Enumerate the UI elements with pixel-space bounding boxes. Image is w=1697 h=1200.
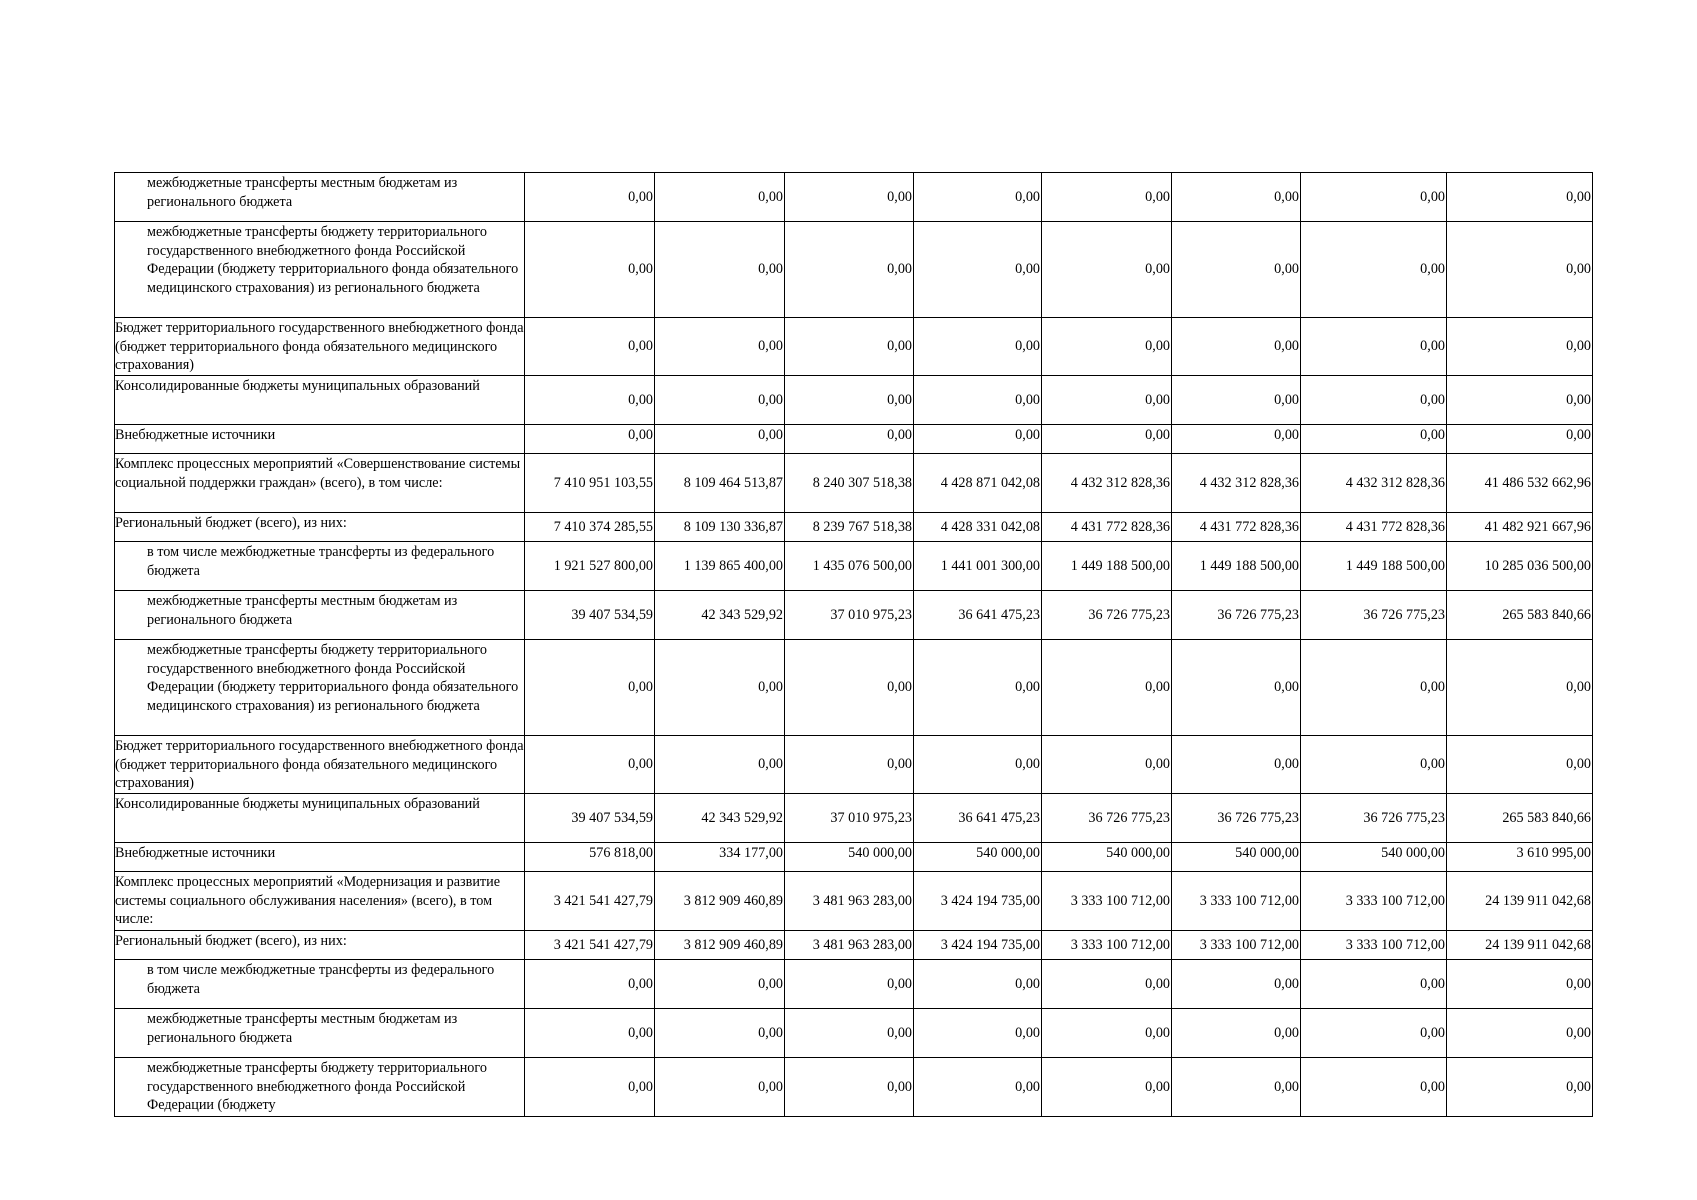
row-label: Внебюджетные источники [115,425,525,454]
year-value-cell: 0,00 [914,222,1042,318]
row-label: межбюджетные трансферты бюджету территориального государственного внебюджетного фонда Российской Федерации (бюджету территориального фонда обязательного медицинского страхования) из регионального бюджета [115,222,525,318]
year-value-cell: 4 431 772 828,36 [1042,513,1172,542]
year-value-cell: 0,00 [1042,960,1172,1009]
total-value-cell: 0,00 [1447,425,1593,454]
year-value-cell: 0,00 [655,1009,785,1058]
year-value-cell: 0,00 [655,736,785,794]
year-value-cell: 8 109 464 513,87 [655,454,785,513]
table-row [115,794,1593,843]
year-value-cell: 0,00 [655,425,785,454]
year-value-cell: 0,00 [525,640,655,736]
year-value-cell: 4 428 331 042,08 [914,513,1042,542]
row-label: Консолидированные бюджеты муниципальных образований [115,376,525,425]
year-value-cell: 0,00 [914,1009,1042,1058]
year-value-cell: 0,00 [914,173,1042,222]
total-value-cell: 10 285 036 500,00 [1447,542,1593,591]
year-value-cell: 0,00 [1301,376,1447,425]
total-value-cell: 0,00 [1447,640,1593,736]
year-value-cell: 3 421 541 427,79 [525,931,655,960]
year-value-cell: 0,00 [785,425,914,454]
year-value-cell: 0,00 [525,736,655,794]
row-label: Внебюджетные источники [115,843,525,872]
year-value-cell: 8 239 767 518,38 [785,513,914,542]
total-value-cell: 3 610 995,00 [1447,843,1593,872]
year-value-cell: 0,00 [914,425,1042,454]
year-value-cell: 0,00 [525,1009,655,1058]
total-value-cell: 265 583 840,66 [1447,591,1593,640]
year-value-cell: 36 726 775,23 [1172,794,1301,843]
year-value-cell: 3 481 963 283,00 [785,872,914,931]
year-value-cell: 3 481 963 283,00 [785,931,914,960]
year-value-cell: 0,00 [785,222,914,318]
row-label: Региональный бюджет (всего), из них: [115,513,525,542]
year-value-cell: 0,00 [1301,173,1447,222]
row-label: в том числе межбюджетные трансферты из федерального бюджета [115,542,525,591]
year-value-cell: 0,00 [1301,640,1447,736]
year-value-cell: 0,00 [525,173,655,222]
year-value-cell: 0,00 [1042,376,1172,425]
total-value-cell: 0,00 [1447,1058,1593,1117]
year-value-cell: 0,00 [525,376,655,425]
row-label: межбюджетные трансферты местным бюджетам из регионального бюджета [115,1009,525,1058]
table-row [115,931,1593,960]
year-value-cell: 0,00 [525,960,655,1009]
row-label: Комплекс процессных мероприятий «Модернизация и развитие системы социального обслуживания населения» (всего), в том числе: [115,872,525,931]
year-value-cell: 0,00 [1301,736,1447,794]
year-value-cell: 0,00 [1172,173,1301,222]
year-value-cell: 0,00 [1042,1058,1172,1117]
year-value-cell: 1 449 188 500,00 [1042,542,1172,591]
year-value-cell: 36 641 475,23 [914,591,1042,640]
year-value-cell: 0,00 [1301,425,1447,454]
year-value-cell: 0,00 [525,222,655,318]
total-value-cell: 0,00 [1447,173,1593,222]
table-row [115,640,1593,736]
year-value-cell: 42 343 529,92 [655,591,785,640]
table-row [115,222,1593,318]
year-value-cell: 4 432 312 828,36 [1301,454,1447,513]
year-value-cell: 0,00 [785,173,914,222]
table-row [115,591,1593,640]
year-value-cell: 3 333 100 712,00 [1042,872,1172,931]
year-value-cell: 0,00 [525,318,655,376]
year-value-cell: 8 240 307 518,38 [785,454,914,513]
table-row [115,736,1593,794]
year-value-cell: 0,00 [1172,318,1301,376]
year-value-cell: 0,00 [1172,960,1301,1009]
row-label: межбюджетные трансферты местным бюджетам из регионального бюджета [115,173,525,222]
year-value-cell: 0,00 [1042,1009,1172,1058]
year-value-cell: 1 449 188 500,00 [1172,542,1301,591]
year-value-cell: 0,00 [914,376,1042,425]
year-value-cell: 0,00 [655,222,785,318]
year-value-cell: 8 109 130 336,87 [655,513,785,542]
row-label: Региональный бюджет (всего), из них: [115,931,525,960]
year-value-cell: 334 177,00 [655,843,785,872]
year-value-cell: 3 333 100 712,00 [1172,872,1301,931]
year-value-cell: 0,00 [525,1058,655,1117]
total-value-cell: 0,00 [1447,318,1593,376]
year-value-cell: 1 139 865 400,00 [655,542,785,591]
row-label: в том числе межбюджетные трансферты из федерального бюджета [115,960,525,1009]
year-value-cell: 0,00 [1042,425,1172,454]
year-value-cell: 3 424 194 735,00 [914,872,1042,931]
budget-table-body [115,173,1593,1117]
year-value-cell: 3 424 194 735,00 [914,931,1042,960]
year-value-cell: 36 726 775,23 [1042,794,1172,843]
year-value-cell: 540 000,00 [914,843,1042,872]
year-value-cell: 0,00 [785,318,914,376]
year-value-cell: 1 435 076 500,00 [785,542,914,591]
year-value-cell: 0,00 [914,960,1042,1009]
table-row [115,542,1593,591]
year-value-cell: 0,00 [1172,222,1301,318]
table-row [115,960,1593,1009]
year-value-cell: 0,00 [1042,173,1172,222]
year-value-cell: 0,00 [785,736,914,794]
budget-table [114,172,1593,1117]
total-value-cell: 0,00 [1447,1009,1593,1058]
year-value-cell: 0,00 [1172,736,1301,794]
table-row [115,376,1593,425]
year-value-cell: 0,00 [1301,1009,1447,1058]
year-value-cell: 0,00 [914,1058,1042,1117]
row-label: Комплекс процессных мероприятий «Совершенствование системы социальной поддержки граждан» (всего), в том числе: [115,454,525,513]
year-value-cell: 36 726 775,23 [1172,591,1301,640]
year-value-cell: 0,00 [785,376,914,425]
year-value-cell: 576 818,00 [525,843,655,872]
year-value-cell: 0,00 [655,960,785,1009]
year-value-cell: 4 428 871 042,08 [914,454,1042,513]
year-value-cell: 0,00 [1172,376,1301,425]
year-value-cell: 36 726 775,23 [1301,591,1447,640]
year-value-cell: 3 333 100 712,00 [1301,872,1447,931]
total-value-cell: 0,00 [1447,960,1593,1009]
year-value-cell: 540 000,00 [1042,843,1172,872]
row-label: межбюджетные трансферты местным бюджетам из регионального бюджета [115,591,525,640]
table-row [115,454,1593,513]
row-label: Консолидированные бюджеты муниципальных образований [115,794,525,843]
year-value-cell: 36 726 775,23 [1042,591,1172,640]
total-value-cell: 0,00 [1447,376,1593,425]
year-value-cell: 0,00 [1172,1009,1301,1058]
table-row [115,872,1593,931]
total-value-cell: 24 139 911 042,68 [1447,872,1593,931]
year-value-cell: 1 449 188 500,00 [1301,542,1447,591]
budget-table-container [114,172,1592,1117]
year-value-cell: 540 000,00 [1301,843,1447,872]
year-value-cell: 0,00 [1172,1058,1301,1117]
year-value-cell: 42 343 529,92 [655,794,785,843]
year-value-cell: 0,00 [785,1009,914,1058]
year-value-cell: 3 812 909 460,89 [655,872,785,931]
year-value-cell: 3 333 100 712,00 [1042,931,1172,960]
year-value-cell: 39 407 534,59 [525,794,655,843]
year-value-cell: 0,00 [525,425,655,454]
table-row [115,513,1593,542]
year-value-cell: 0,00 [914,736,1042,794]
year-value-cell: 1 441 001 300,00 [914,542,1042,591]
year-value-cell: 0,00 [1301,1058,1447,1117]
year-value-cell: 0,00 [1042,318,1172,376]
year-value-cell: 3 812 909 460,89 [655,931,785,960]
row-label: Бюджет территориального государственного внебюджетного фонда (бюджет территориального фонда обязательного медицинского страхования) [115,736,525,794]
year-value-cell: 540 000,00 [785,843,914,872]
year-value-cell: 3 333 100 712,00 [1172,931,1301,960]
year-value-cell: 0,00 [914,318,1042,376]
year-value-cell: 3 333 100 712,00 [1301,931,1447,960]
row-label: межбюджетные трансферты бюджету территориального государственного внебюджетного фонда Российской Федерации (бюджету [115,1058,525,1117]
table-row [115,173,1593,222]
year-value-cell: 7 410 374 285,55 [525,513,655,542]
year-value-cell: 0,00 [1172,640,1301,736]
year-value-cell: 36 726 775,23 [1301,794,1447,843]
year-value-cell: 4 432 312 828,36 [1042,454,1172,513]
year-value-cell: 0,00 [1301,960,1447,1009]
year-value-cell: 0,00 [914,640,1042,736]
year-value-cell: 37 010 975,23 [785,794,914,843]
year-value-cell: 7 410 951 103,55 [525,454,655,513]
year-value-cell: 0,00 [1301,318,1447,376]
year-value-cell: 3 421 541 427,79 [525,872,655,931]
total-value-cell: 0,00 [1447,736,1593,794]
year-value-cell: 0,00 [1301,222,1447,318]
year-value-cell: 37 010 975,23 [785,591,914,640]
year-value-cell: 4 432 312 828,36 [1172,454,1301,513]
year-value-cell: 4 431 772 828,36 [1301,513,1447,542]
row-label: Бюджет территориального государственного внебюджетного фонда (бюджет территориального фонда обязательного медицинского страхования) [115,318,525,376]
row-label: межбюджетные трансферты бюджету территориального государственного внебюджетного фонда Российской Федерации (бюджету территориального фонда обязательного медицинского страхования) из регионального бюджета [115,640,525,736]
year-value-cell: 0,00 [1042,736,1172,794]
year-value-cell: 1 921 527 800,00 [525,542,655,591]
year-value-cell: 0,00 [785,640,914,736]
year-value-cell: 39 407 534,59 [525,591,655,640]
year-value-cell: 0,00 [1042,640,1172,736]
total-value-cell: 41 486 532 662,96 [1447,454,1593,513]
year-value-cell: 0,00 [785,960,914,1009]
year-value-cell: 0,00 [785,1058,914,1117]
total-value-cell: 0,00 [1447,222,1593,318]
year-value-cell: 0,00 [655,1058,785,1117]
table-row [115,318,1593,376]
total-value-cell: 41 482 921 667,96 [1447,513,1593,542]
table-row [115,1009,1593,1058]
year-value-cell: 0,00 [655,318,785,376]
table-row [115,843,1593,872]
total-value-cell: 265 583 840,66 [1447,794,1593,843]
year-value-cell: 0,00 [655,173,785,222]
year-value-cell: 36 641 475,23 [914,794,1042,843]
year-value-cell: 0,00 [1042,222,1172,318]
year-value-cell: 540 000,00 [1172,843,1301,872]
year-value-cell: 4 431 772 828,36 [1172,513,1301,542]
table-row [115,1058,1593,1117]
total-value-cell: 24 139 911 042,68 [1447,931,1593,960]
table-row [115,425,1593,454]
year-value-cell: 0,00 [1172,425,1301,454]
year-value-cell: 0,00 [655,640,785,736]
year-value-cell: 0,00 [655,376,785,425]
